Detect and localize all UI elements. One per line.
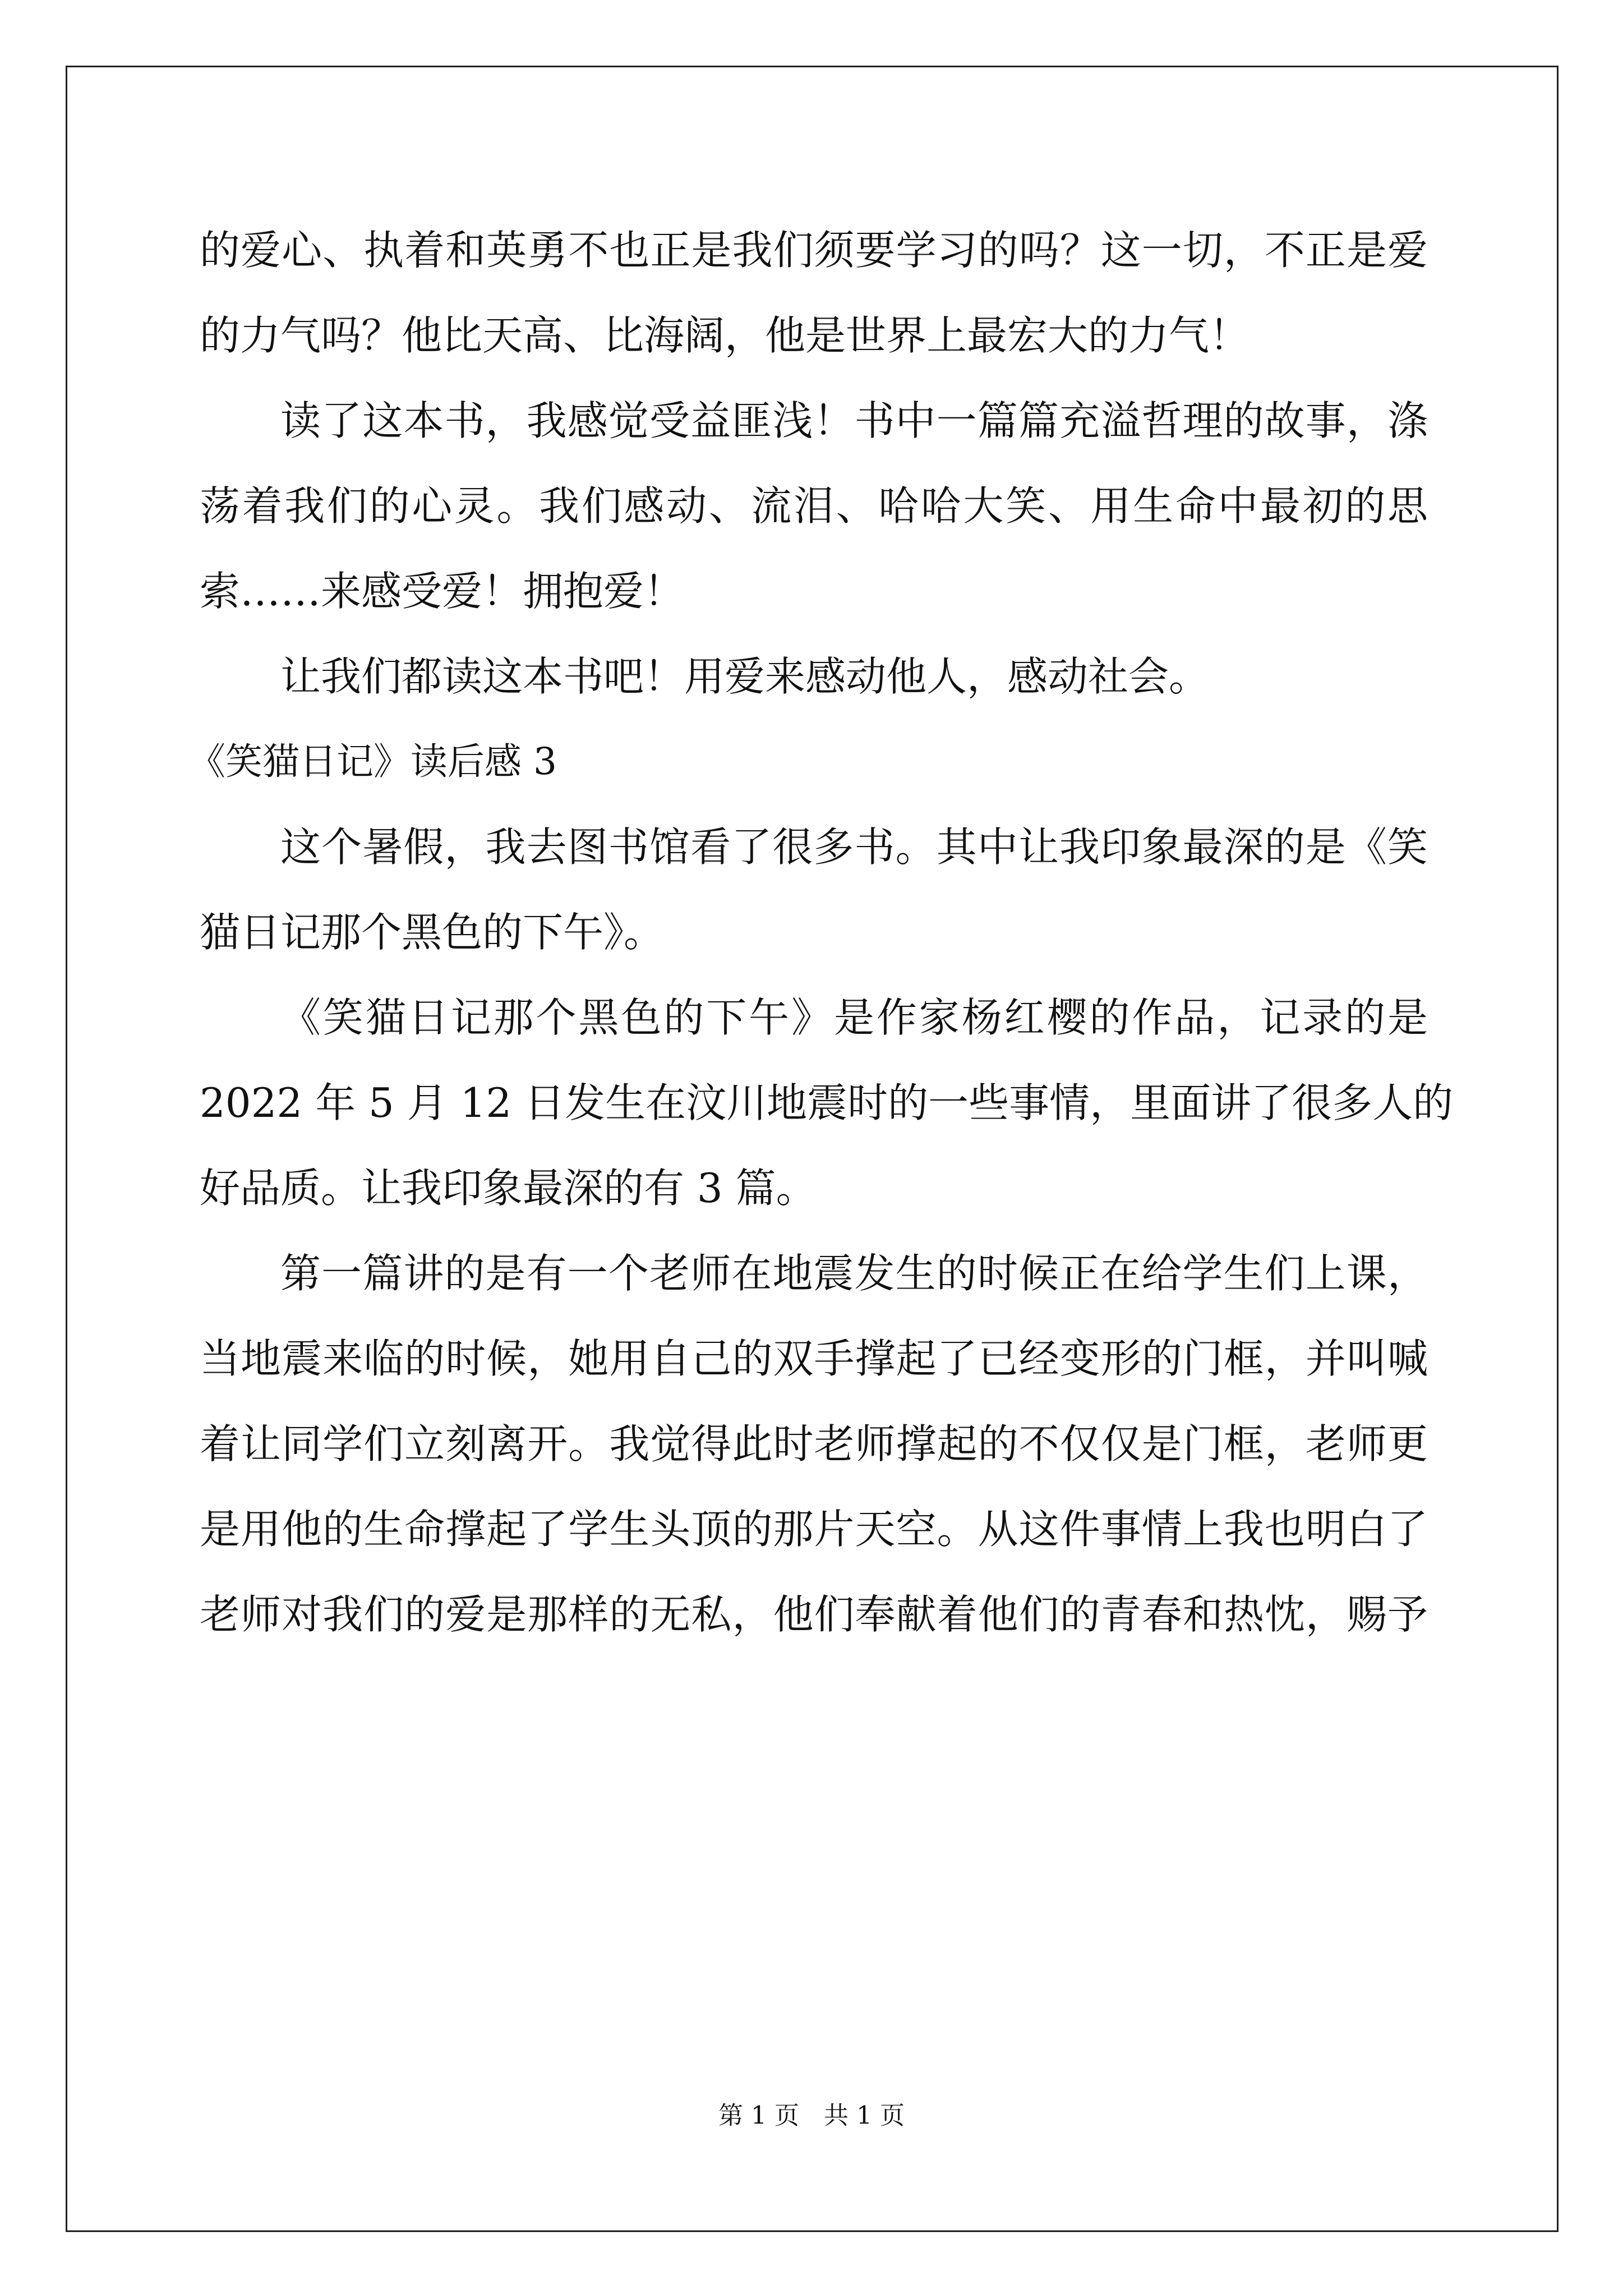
text-line: 当地震来临的时候，她用自己的双手撑起了已经变形的门框，并叫喊 — [200, 1335, 1428, 1382]
text-line: 的爱心、执着和英勇不也正是我们须要学习的吗？这一切，不正是爱 — [200, 227, 1428, 274]
section-heading: 《笑猫日记》读后感 3 — [188, 740, 557, 783]
text-line: 的力气吗？他比天高、比海阔，他是世界上最宏大的力气！ — [200, 312, 1250, 359]
text-line: 猫日记那个黑色的下午》。 — [200, 909, 665, 956]
text-line: 让我们都读这本书吧！用爱来感动他人，感动社会。 — [280, 653, 1210, 700]
text-line: 老师对我们的爱是那样的无私，他们奉献着他们的青春和热忱，赐予 — [200, 1591, 1428, 1638]
paragraph — [200, 1231, 1428, 1657]
paragraph — [200, 804, 1428, 975]
paragraph — [200, 634, 1428, 719]
paragraph — [200, 378, 1428, 634]
text-line: 着让同学们立刻离开。我觉得此时老师撑起的不仅仅是门框，老师更 — [200, 1420, 1428, 1467]
paragraph — [200, 975, 1454, 1231]
text-line: 《笑猫日记那个黑色的下午》是作家杨红樱的作品，记录的是 — [280, 994, 1428, 1041]
page-number: 第 1 页 — [718, 2101, 799, 2130]
paragraph — [200, 208, 1428, 378]
document-body — [188, 208, 1454, 1657]
text-line: 这个暑假，我去图书馆看了很多书。其中让我印象最深的是《笑 — [280, 823, 1428, 871]
page-total: 共 1 页 — [824, 2101, 905, 2130]
text-line: 荡着我们的心灵。我们感动、流泪、哈哈大笑、用生命中最初的思 — [200, 482, 1428, 530]
text-line: 好品质。让我印象最深的有 3 篇。 — [200, 1165, 817, 1212]
text-line: 索……来感受爱！拥抱爱！ — [200, 568, 685, 615]
text-line: 第一篇讲的是有一个老师在地震发生的时候正在给学生们上课， — [280, 1250, 1428, 1297]
text-line: 是用他的生命撑起了学生头顶的那片天空。从这件事情上我也明白了 — [200, 1506, 1428, 1553]
text-line: 读了这本书，我感觉受益匪浅！书中一篇篇充溢哲理的故事，涤 — [280, 397, 1428, 444]
text-line: 2022 年 5 月 12 日发生在汶川地震时的一些事情，里面讲了很多人的 — [200, 1079, 1454, 1126]
page-footer — [0, 2099, 1623, 2133]
